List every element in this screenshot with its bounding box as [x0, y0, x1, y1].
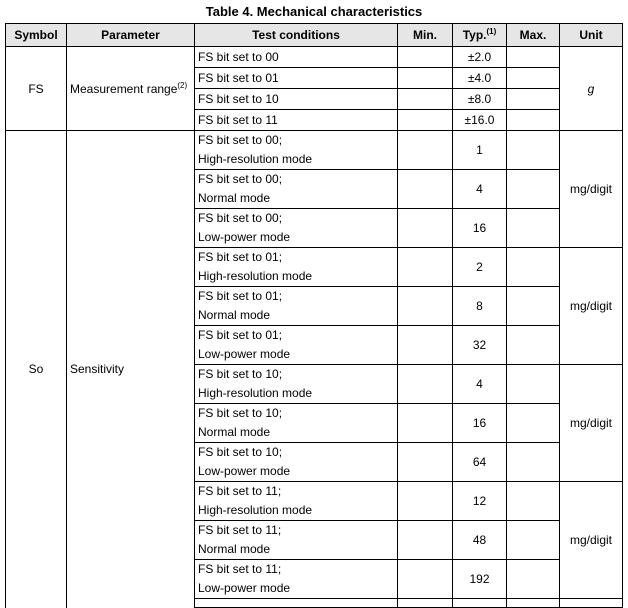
min-cell: [398, 287, 453, 326]
typ-cell: 4: [453, 170, 507, 209]
header-typ: [453, 24, 507, 47]
test-condition-line-2: Normal mode: [198, 308, 271, 322]
table-row: [6, 47, 623, 68]
max-cell: [507, 482, 560, 521]
test-condition-line-1: FS bit set to 00;: [198, 211, 283, 225]
test-condition-cell: [195, 326, 398, 365]
min-cell: [398, 521, 453, 560]
test-condition-cell: [195, 560, 398, 599]
test-condition-line-2: Low-power mode: [198, 581, 291, 595]
typ-cell: 32: [453, 326, 507, 365]
min-cell: [398, 248, 453, 287]
max-cell: [507, 209, 560, 248]
max-cell: [507, 365, 560, 404]
typ-cell: 16: [453, 209, 507, 248]
test-condition-line-1: FS bit set to 11;: [198, 523, 282, 537]
test-condition-line-2: High-resolution mode: [198, 152, 313, 166]
header-row: [6, 24, 623, 47]
test-condition-cell: FS bit set to 11: [195, 110, 398, 131]
fs-parameter-cell: [67, 47, 195, 131]
max-cell: [507, 110, 560, 131]
empty-cell: [453, 599, 507, 608]
test-condition-cell: [195, 170, 398, 209]
typ-cell: 12: [453, 482, 507, 521]
test-condition-line-2: High-resolution mode: [198, 503, 313, 517]
typ-cell: 8: [453, 287, 507, 326]
typ-cell: 4: [453, 365, 507, 404]
table-title: Table 4. Mechanical characteristics: [205, 4, 423, 19]
test-condition-line-2: Normal mode: [198, 425, 271, 439]
test-condition-line-2: Low-power mode: [198, 347, 291, 361]
typ-cell: 2: [453, 248, 507, 287]
max-cell: [507, 521, 560, 560]
empty-cell: [507, 599, 560, 608]
test-condition-line-2: Low-power mode: [198, 230, 291, 244]
test-condition-line-2: High-resolution mode: [198, 386, 313, 400]
test-condition-line-2: Low-power mode: [198, 464, 291, 478]
test-condition-line-1: FS bit set to 00;: [198, 172, 283, 186]
header-max: Max.: [507, 24, 560, 47]
typ-cell: 16: [453, 404, 507, 443]
test-condition-line-1: FS bit set to 10;: [198, 406, 283, 420]
min-cell: [398, 110, 453, 131]
test-condition-line-1: FS bit set to 11;: [198, 562, 282, 576]
empty-cell: [398, 599, 453, 608]
fs-symbol-cell: FS: [6, 47, 67, 131]
so-parameter-cell: Sensitivity: [67, 131, 195, 608]
so-unit-cell: mg/digit: [560, 131, 623, 248]
test-condition-cell: [195, 404, 398, 443]
min-cell: [398, 560, 453, 599]
table-body: [6, 47, 623, 608]
typ-cell: 48: [453, 521, 507, 560]
max-cell: [507, 131, 560, 170]
max-cell: [507, 47, 560, 68]
max-cell: [507, 170, 560, 209]
test-condition-line-1: FS bit set to 10;: [198, 367, 283, 381]
test-condition-cell: [195, 209, 398, 248]
min-cell: [398, 443, 453, 482]
typ-cell: ±4.0: [453, 68, 507, 89]
so-symbol-cell: So: [6, 131, 67, 608]
test-condition-cell: FS bit set to 10: [195, 89, 398, 110]
typ-cell: ±2.0: [453, 47, 507, 68]
min-cell: [398, 47, 453, 68]
test-condition-line-1: FS bit set to 01;: [198, 328, 283, 342]
test-condition-cell: [195, 443, 398, 482]
max-cell: [507, 560, 560, 599]
test-condition-cell: [195, 365, 398, 404]
test-condition-cell: [195, 131, 398, 170]
test-condition-cell: [195, 482, 398, 521]
max-cell: [507, 404, 560, 443]
fs-parameter-label: Measurement range: [70, 81, 178, 96]
min-cell: [398, 131, 453, 170]
header-typ-footnote: (1): [486, 27, 497, 36]
fs-unit-cell: g: [560, 47, 623, 131]
so-unit-cell: mg/digit: [560, 482, 623, 599]
mechanical-characteristics-table: [5, 23, 623, 608]
test-condition-line-2: Normal mode: [198, 191, 271, 205]
header-typ-label: Typ.: [462, 28, 487, 42]
test-condition-line-1: FS bit set to 10;: [198, 445, 283, 459]
header-unit: Unit: [560, 24, 623, 47]
min-cell: [398, 365, 453, 404]
empty-cell: [195, 599, 398, 608]
fs-parameter-footnote: (2): [177, 80, 188, 90]
min-cell: [398, 89, 453, 110]
test-condition-line-1: FS bit set to 11;: [198, 484, 282, 498]
header-parameter: Parameter: [67, 24, 195, 47]
max-cell: [507, 287, 560, 326]
so-unit-cell: mg/digit: [560, 365, 623, 482]
min-cell: [398, 68, 453, 89]
header-symbol: Symbol: [6, 24, 67, 47]
min-cell: [398, 209, 453, 248]
test-condition-cell: FS bit set to 00: [195, 47, 398, 68]
test-condition-cell: [195, 521, 398, 560]
max-cell: [507, 443, 560, 482]
so-unit-cell: mg/digit: [560, 248, 623, 365]
typ-cell: ±8.0: [453, 89, 507, 110]
min-cell: [398, 482, 453, 521]
test-condition-cell: FS bit set to 01: [195, 68, 398, 89]
test-condition-cell: [195, 248, 398, 287]
max-cell: [507, 326, 560, 365]
empty-cell: [560, 599, 623, 608]
typ-cell: ±16.0: [453, 110, 507, 131]
max-cell: [507, 89, 560, 110]
table-row: [6, 131, 623, 170]
header-min: Min.: [398, 24, 453, 47]
min-cell: [398, 170, 453, 209]
max-cell: [507, 248, 560, 287]
test-condition-line-1: FS bit set to 01;: [198, 250, 283, 264]
test-condition-line-2: Normal mode: [198, 542, 271, 556]
test-condition-cell: [195, 287, 398, 326]
test-condition-line-2: High-resolution mode: [198, 269, 313, 283]
min-cell: [398, 326, 453, 365]
typ-cell: 192: [453, 560, 507, 599]
test-condition-line-1: FS bit set to 00;: [198, 133, 283, 147]
typ-cell: 64: [453, 443, 507, 482]
min-cell: [398, 404, 453, 443]
test-condition-line-1: FS bit set to 01;: [198, 289, 283, 303]
max-cell: [507, 68, 560, 89]
header-test-conditions: Test conditions: [195, 24, 398, 47]
typ-cell: 1: [453, 131, 507, 170]
